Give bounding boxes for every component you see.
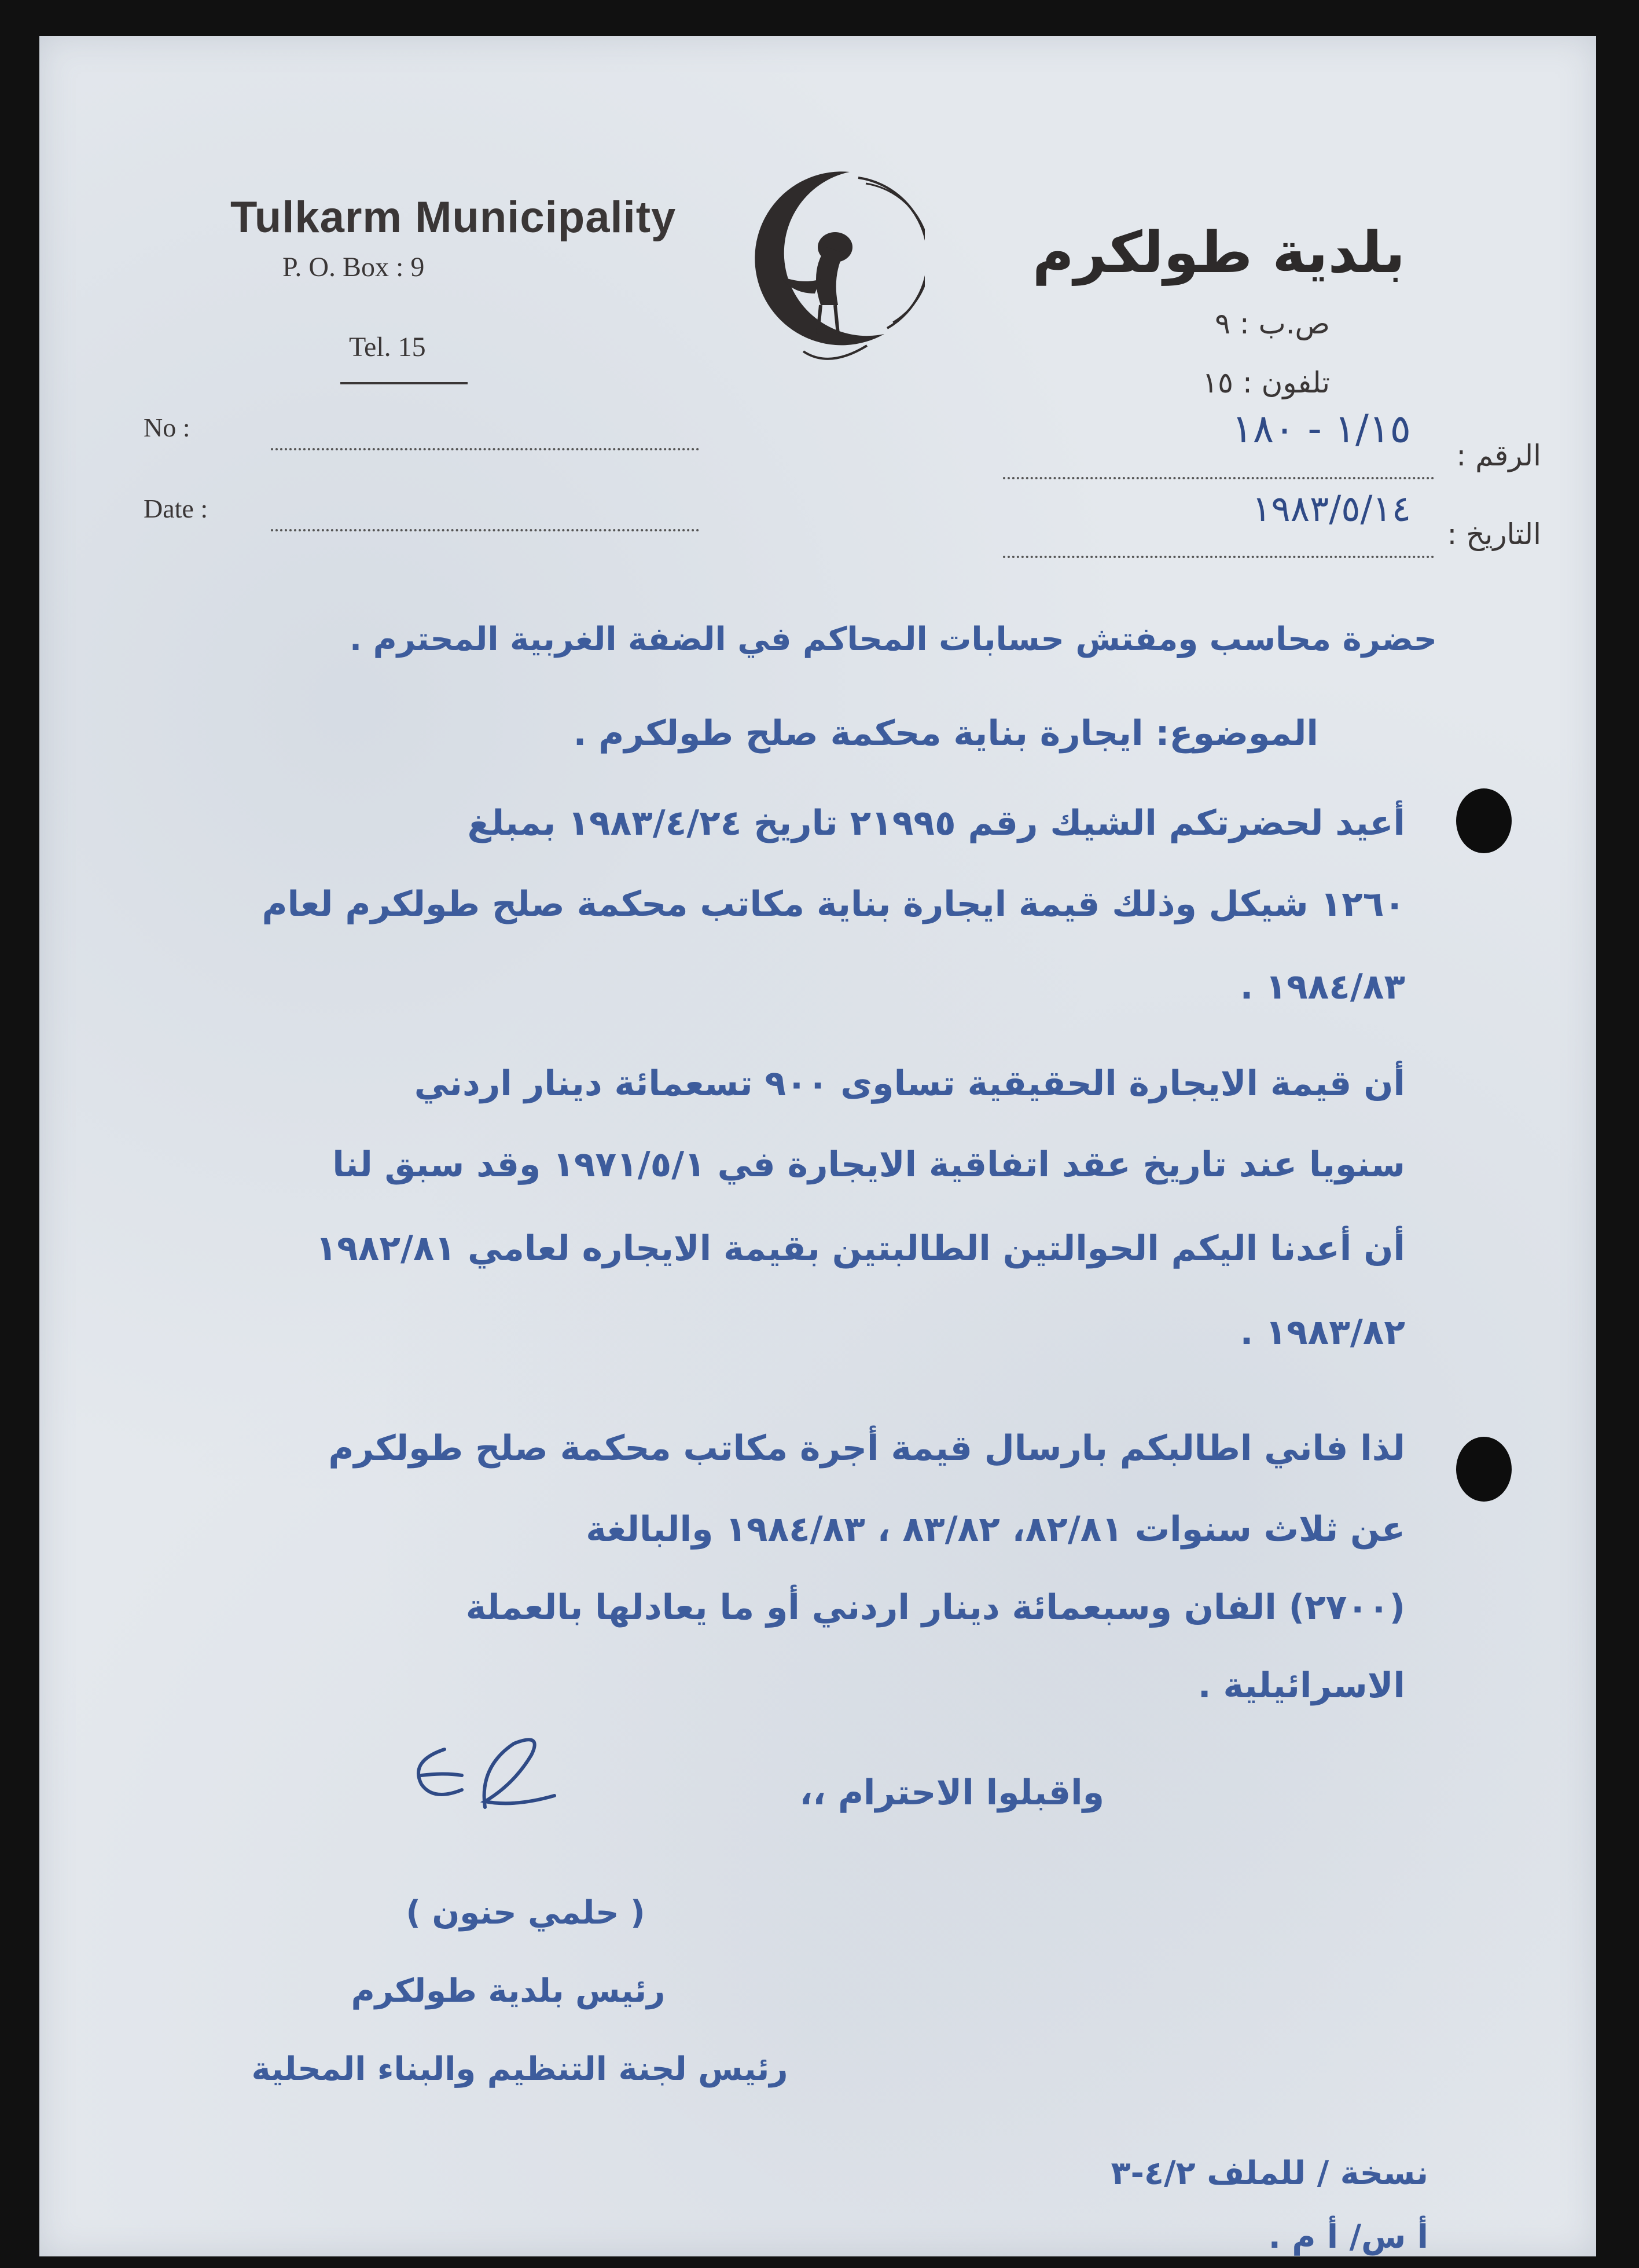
letterhead-ar-title: بلدية طولكرم (1032, 220, 1405, 286)
no-field-ar-line (1003, 477, 1434, 479)
date-label-en: Date : (144, 494, 208, 523)
paragraph1-line2: ١٢٦٠ شيكل وذلك قيمة ايجارة بناية مكاتب محكمة صلح طولكرم لعام (262, 884, 1405, 924)
letterhead-ar-tel: تلفون : ١٥ (1202, 366, 1330, 399)
punch-hole-top (1456, 788, 1512, 853)
paragraph3-line1: لذا فاني اطالبكم بارسال قيمة أجرة مكاتب محكمة صلح طولكرم (328, 1428, 1405, 1469)
reference-date: ١٩٨٣/٥/١٤ (1252, 487, 1411, 530)
paragraph2-line2: سنويا عند تاريخ عقد اتفاقية الايجارة في ١٩٧١/٥/١ وقد سبق لنا (332, 1144, 1405, 1185)
addressee-line: حضرة محاسب ومفتش حسابات المحاكم في الضفة الغربية المحترم . (349, 621, 1437, 658)
no-label-en: No : (144, 413, 190, 442)
subject-line: الموضوع: ايجارة بناية محكمة صلح طولكرم . (573, 713, 1318, 754)
signatory-title-mayor: رئيس بلدية طولكرم (351, 1972, 666, 2010)
no-field-en-line (271, 448, 699, 450)
tel-underline (340, 382, 468, 384)
no-label-ar: الرقم : (1456, 439, 1541, 472)
paragraph2-line4: ١٩٨٣/٨٢ . (1240, 1312, 1405, 1353)
reference-number: ١/١٥ - ١٨٠ (1232, 406, 1411, 452)
date-field-en-line (271, 529, 699, 531)
paragraph3-line4: الاسرائيلية . (1197, 1665, 1405, 1706)
paragraph1-line3: ١٩٨٤/٨٣ . (1240, 967, 1405, 1007)
paragraph2-line1: أن قيمة الايجارة الحقيقية تساوى ٩٠٠ تسعمائة دينار اردني (414, 1063, 1405, 1104)
punch-hole-bottom (1456, 1437, 1512, 1502)
paragraph2-line3: أن أعدنا اليكم الحوالتين الطالبتين بقيمة الايجاره لعامي ١٩٨٢/٨١ (315, 1228, 1405, 1269)
letterhead-en-pobox: P. O. Box : 9 (282, 252, 425, 282)
handwritten-signature (398, 1732, 572, 1830)
letter-sheet (39, 36, 1596, 2256)
signatory-title-committee: رئيس لجنة التنظيم والبناء المحلية (251, 2050, 788, 2088)
closing-line: واقبلوا الاحترام ،، (799, 1772, 1104, 1813)
initials-line: أ س/ أ م . (1268, 2218, 1428, 2256)
municipality-logo (734, 160, 925, 392)
copy-line: نسخة / للملف ٤/٢-٣ (1111, 2155, 1428, 2192)
signatory-name: ( حلمي حنون ) (406, 1894, 645, 1932)
paragraph3-line3: (٢٧٠٠) الفان وسبعمائة دينار اردني أو ما يعادلها بالعملة (465, 1587, 1405, 1628)
paragraph1-line1: أعيد لحضرتكم الشيك رقم ٢١٩٩٥ تاريخ ١٩٨٣/٤/٢٤ بمبلغ (467, 803, 1405, 843)
letterhead-en-tel: Tel. 15 (349, 332, 426, 362)
letterhead-ar-pobox: ص.ب : ٩ (1215, 307, 1330, 340)
date-field-ar-line (1003, 556, 1434, 558)
paragraph3-line2: عن ثلاث سنوات ٨٢/٨١، ٨٣/٨٢ ، ١٩٨٤/٨٣ والبالغة (586, 1509, 1405, 1550)
date-label-ar: التاريخ : (1447, 518, 1541, 551)
letterhead-en-title: Tulkarm Municipality (230, 193, 677, 242)
